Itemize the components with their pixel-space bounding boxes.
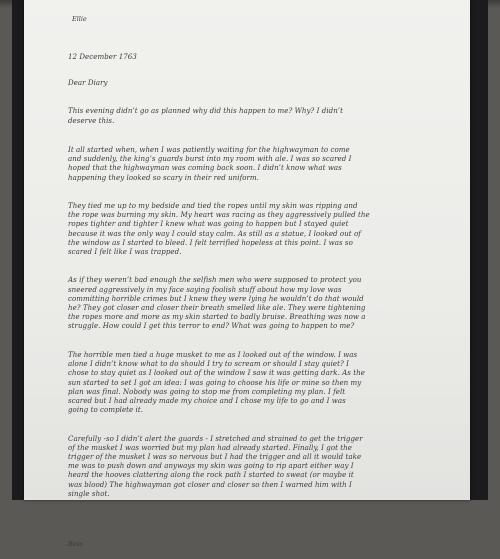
paragraph: As if they weren’t bad enough the selfish men who were supposed to protect you sneered aggressively in my face saying foolish stuff about how my love was committing horrible crimes but I knew they were lying he wouldn’t do that would he? They got closer and closer their breath smelled like ale. They were tightening the ropes more and more as my skin started to badly bruise. Breathing was now a struggle. How could I get this terror to end? What was going to happen to me? [68, 275, 366, 331]
paragraph: This evening didn’t go as planned why did this happen to me? Why? I didn’t deserve this. [68, 106, 343, 125]
paragraph: They tied me up to my bedside and tied the ropes until my skin was ripping and the rope was burning my skin. My heart was racing as they aggressively pulled the ropes tighter and tighter I knew what was going to happen but I stayed quiet because it was the only way I could stay calm. As still as a statue, I looked out of the window as I started to bleed. I felt terrified hopeless at this point. I was so scared I felt like I was trapped. [68, 201, 370, 257]
author-name: Ellie [72, 15, 87, 24]
paragraph: It all started when, when I was patiently waiting for the highwayman to come and suddenly, the king’s guards burst into my room with ale. I was so scared I hoped that the highwayman was coming back soon. I didn’t know what was happening they looked so scary in their red uniform. [68, 145, 352, 182]
diary-page [24, 0, 470, 549]
diary-text [68, 6, 458, 559]
entry-date: 12 December 1763 [68, 51, 137, 61]
signoff: Bess [68, 540, 84, 549]
paragraph: Carefully -so I didn’t alert the guards - I stretched and strained to get the trigger of the musket I was worried but my plan had already started. Finally, I got the trigger of the musket I was so nervous but I had the trigger and all it would take me was to push down and anyways my skin was going to rip apart either way I heard the hooves clattering along the rock path I started to sweat (or maybe it was blood) The highwayman got closer and closer so then I warned him with I single shot. [68, 433, 363, 498]
paragraph: The horrible men tied a huge musket to me as I looked out of the window. I was alone I didn’t know what to do should I try to scream or should I stay quiet? I chose to stay quiet as I looked out of the window I saw it was getting dark. As the sun started to set I got an idea: I was going to choose his life or mine so then my plan was final. Nobody was going to stop me from completing my plan. I felt scared but I had already made my choice and I chose my life to go and I was going to complete it. [68, 349, 365, 415]
greeting: Dear Diary [68, 78, 108, 88]
